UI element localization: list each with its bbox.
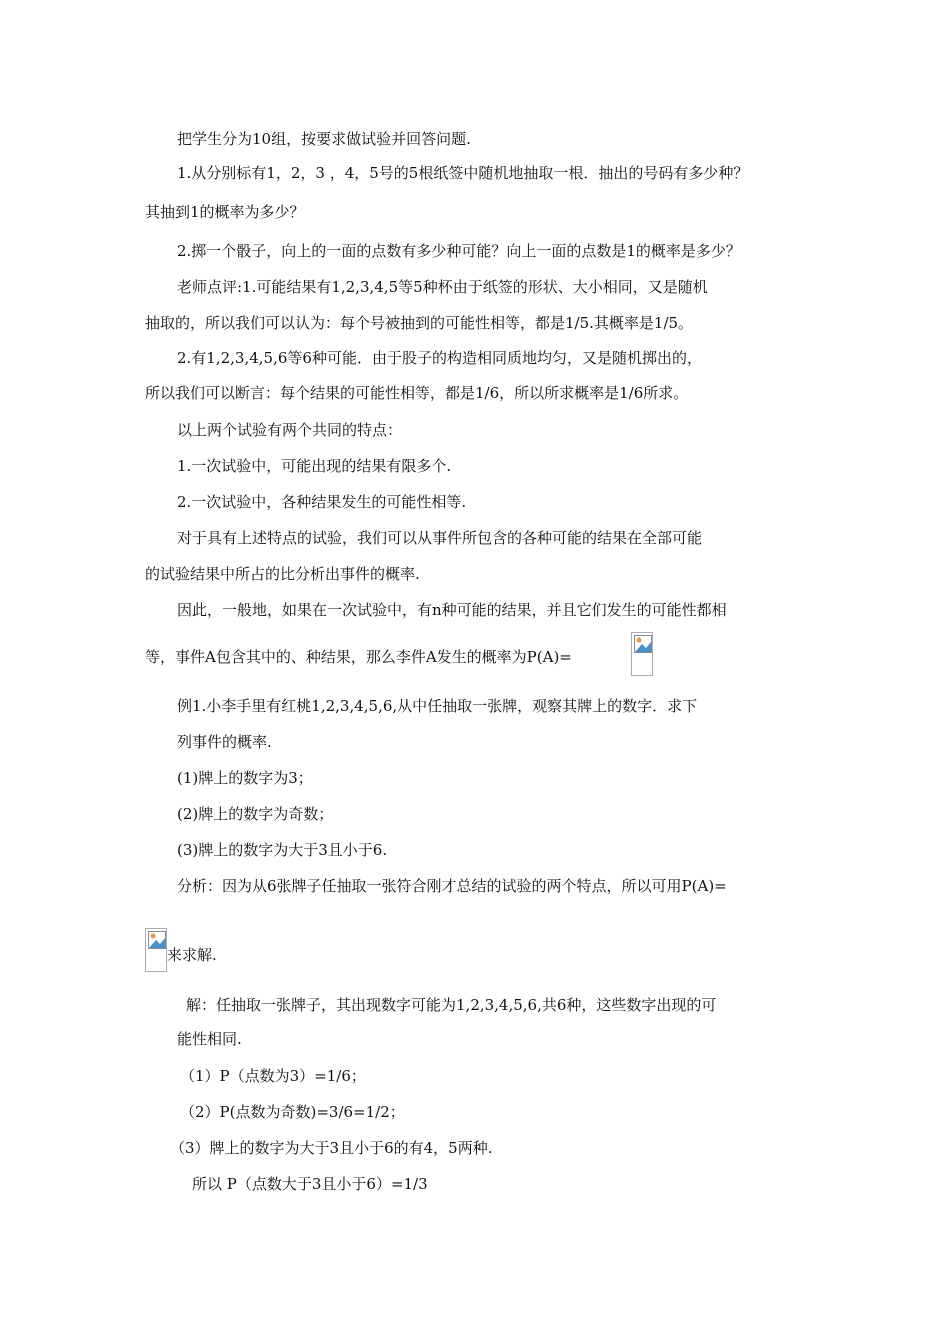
common-features: 以上两个试验有两个共同的特点： <box>177 421 403 439</box>
solution-line2: 能性相同. <box>177 1030 242 1048</box>
comment2-line2: 所以我们可以断言：每个结果的可能性相等，都是1/6，所以所求概率是1/6所求。 <box>145 384 689 402</box>
comment-line1: 老师点评:1.可能结果有1,2,3,4,5等5种杯由于纸签的形状、大小相同，又是随机 <box>177 278 708 296</box>
feature-1: 1.一次试验中，可能出现的结果有限多个. <box>177 457 452 475</box>
example-1-line2: 列事件的概率. <box>177 733 272 751</box>
solution-part3: （3）牌上的数字为大于3且小于6的有4，5两种. <box>170 1139 493 1157</box>
comment2-line1: 2.有1,2,3,4,5,6等6种可能．由于股子的构造相同质地均匀，又是随机掷出的， <box>177 349 702 367</box>
feature-2: 2.一次试验中，各种结果发生的可能性相等. <box>177 493 467 511</box>
example-1-part3: (3)牌上的数字为大于3且小于6. <box>177 841 388 859</box>
broken-image-icon <box>631 632 653 676</box>
solution-part2: （2）P(点数为奇数)=3/6=1/2； <box>180 1103 405 1121</box>
example-1-part1: (1)牌上的数字为3； <box>177 769 313 787</box>
comment-line2: 抽取的，所以我们可以认为：每个号被抽到的可能性相等，都是1/5.其概率是1/5。 <box>145 314 694 332</box>
example-1-part2: (2)牌上的数字为奇数； <box>177 805 334 823</box>
method-line2: 的试验结果中所占的比分析出事件的概率. <box>145 565 420 583</box>
question-1-line2: 其抽到1的概率为多少？ <box>145 203 305 221</box>
question-1-line1: 1.从分别标有1，2，3 ，4，5号的5根纸签中随机地抽取一根．抽出的号码有多少种？ <box>177 164 749 182</box>
solution-final: 所以 P（点数大于3且小于6）=1/3 <box>192 1175 428 1193</box>
question-2: 2.掷一个骰子，向上的一面的点数有多少种可能？向上一面的点数是1的概率是多少？ <box>177 242 741 260</box>
intro-text: 把学生分为10组，按要求做试验并回答问题. <box>177 130 471 148</box>
analysis-end: 来求解. <box>167 946 217 964</box>
broken-image-icon <box>145 928 167 972</box>
example-1-line1: 例1.小李手里有红桃1,2,3,4,5,6,从中任抽取一张牌，观察其牌上的数字．求下 <box>177 697 698 715</box>
general-line1: 因此，一般地，如果在一次试验中，有n种可能的结果，并且它们发生的可能性都相 <box>177 601 727 619</box>
general-line2: 等，事件A包含其中的、种结果，那么李件A发生的概率为P(A)= <box>145 648 572 666</box>
solution-part1: （1）P（点数为3）=1/6； <box>180 1067 366 1085</box>
solution-line1: 解：任抽取一张牌子，其出现数字可能为1,2,3,4,5,6,共6种，这些数字出现的可 <box>186 996 717 1014</box>
method-line1: 对于具有上述特点的试验，我们可以从事件所包含的各种可能的结果在全部可能 <box>177 529 703 547</box>
analysis-line: 分析：因为从6张牌子任抽取一张符合刚才总结的试验的两个特点，所以可用P(A)= <box>177 877 727 895</box>
